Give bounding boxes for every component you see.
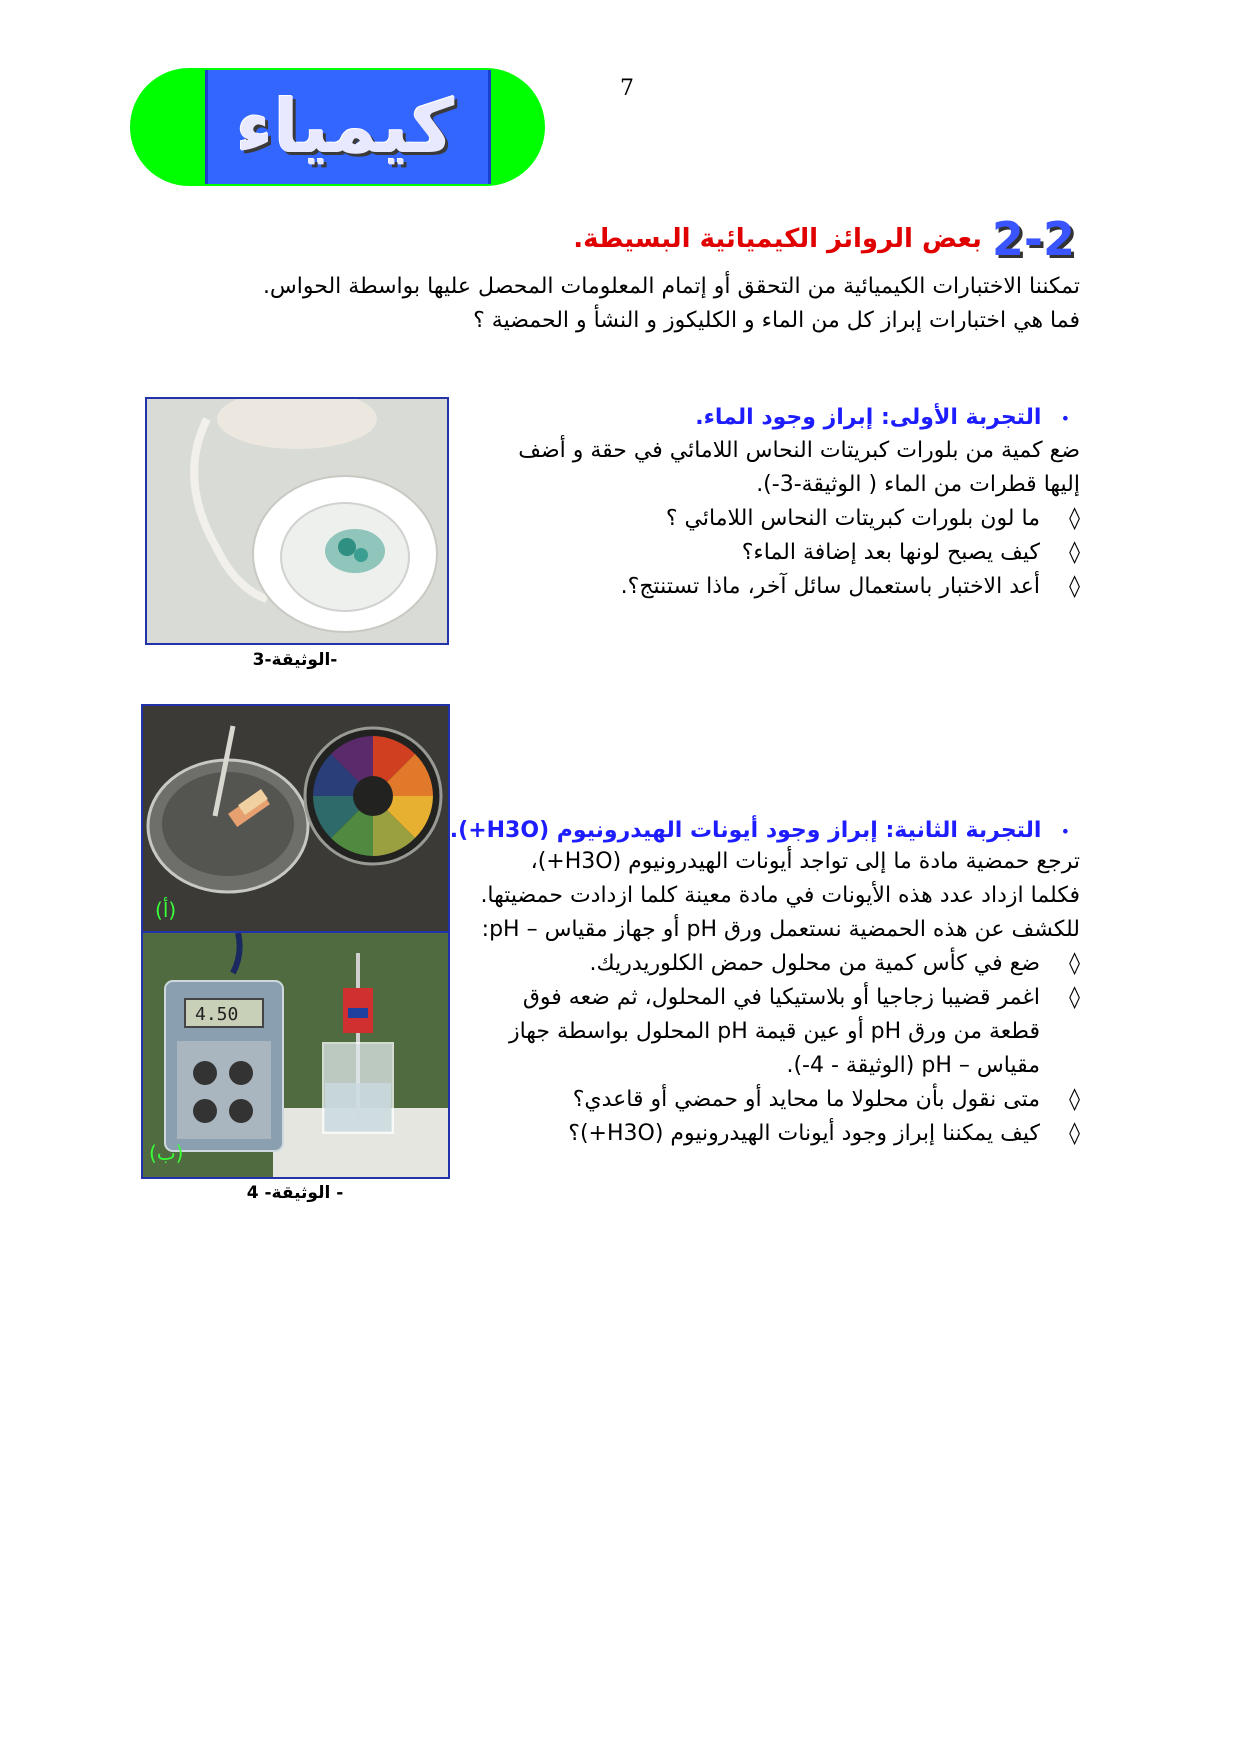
banner-title: كيمياء — [235, 84, 455, 170]
question-item — [460, 536, 1080, 570]
diamond-bullet-icon: ◊ — [1069, 985, 1080, 1010]
question-text: أعد الاختبار باستعمال سائل آخر، ماذا تستنتج؟. — [620, 574, 1040, 599]
step-text: اغمر قضيبا زجاجيا أو بلاستيكيا في المحلول، ثم ضعه فوق — [522, 985, 1040, 1010]
bullet: • — [1060, 822, 1070, 841]
step-item — [440, 981, 1080, 1083]
question-text: كيف يصبح لونها بعد إضافة الماء؟ — [741, 540, 1040, 565]
experiment-1-text: إليها قطرات من الماء ( الوثيقة-3-). — [756, 472, 1080, 497]
intro-line: تمكننا الاختبارات الكيميائية من التحقق أو إتمام المعلومات المحصل عليها بواسطة الحواس. — [262, 274, 1080, 299]
experiment-2-title: التجربة الثانية: إبراز وجود أيونات الهيدرونيوم (H3O+). — [449, 818, 1042, 843]
meter-reading: 4.50 — [195, 1004, 239, 1025]
section-intro — [140, 270, 1080, 338]
experiment-2-text: فكلما ازداد عدد هذه الأيونات في مادة معينة كلما ازدادت حمضيتها. — [480, 883, 1080, 908]
diamond-bullet-icon: ◊ — [1069, 1121, 1080, 1146]
photo-ph-meter — [141, 931, 450, 1179]
experiment-1-text: ضع كمية من بلورات كبريتات النحاس اللامائي في حقة و أضف — [518, 438, 1080, 463]
section-title: بعض الروائز الكيميائية البسيطة. — [573, 224, 982, 254]
image-label-a: (أ) — [155, 898, 177, 922]
image-label-b: (ب) — [149, 1141, 184, 1165]
step-item — [440, 947, 1080, 981]
experiment-1 — [460, 405, 1080, 604]
experiment-2-text: للكشف عن هذه الحمضية نستعمل ورق pH أو جهاز مقياس – pH: — [481, 917, 1080, 942]
step-item — [440, 1083, 1080, 1117]
page-number: 7 — [620, 76, 634, 101]
document-3-caption: الوثيقة-3- — [252, 650, 338, 670]
dish-illustration — [147, 399, 447, 643]
section-number: 2-2 — [991, 212, 1075, 266]
experiment-2 — [440, 818, 1080, 1151]
photo-ph-paper — [141, 704, 450, 933]
step-text: كيف يمكننا إبراز وجود أيونات الهيدرونيوم (H3O+)؟ — [568, 1121, 1040, 1146]
intro-line: فما هي اختبارات إبراز كل من الماء و الكليكوز و النشأ و الحمضية ؟ — [473, 308, 1080, 333]
ph-paper-illustration — [143, 706, 448, 932]
experiment-1-title: التجربة الأولى: إبراز وجود الماء. — [695, 405, 1042, 430]
diamond-bullet-icon: ◊ — [1069, 951, 1080, 976]
photo-copper-sulfate-dish — [145, 397, 449, 645]
diamond-bullet-icon: ◊ — [1069, 574, 1080, 599]
step-text: مقياس – pH (الوثيقة - 4-). — [786, 1053, 1040, 1078]
step-item — [440, 1117, 1080, 1151]
ph-meter-illustration — [143, 933, 448, 1177]
diamond-bullet-icon: ◊ — [1069, 506, 1080, 531]
question-item — [460, 502, 1080, 536]
document-4-caption: الوثيقة- 4 - — [246, 1183, 344, 1203]
section-heading — [573, 212, 1075, 266]
question-item — [460, 570, 1080, 604]
diamond-bullet-icon: ◊ — [1069, 540, 1080, 565]
step-text: ضع في كأس كمية من محلول حمض الكلوريدريك. — [589, 951, 1040, 976]
bullet: • — [1060, 409, 1070, 428]
question-text: ما لون بلورات كبريتات النحاس اللامائي ؟ — [665, 506, 1040, 531]
experiment-2-text: ترجع حمضية مادة ما إلى تواجد أيونات الهيدرونيوم (H3O+)، — [530, 849, 1080, 874]
diamond-bullet-icon: ◊ — [1069, 1087, 1080, 1112]
step-text: قطعة من ورق pH أو عين قيمة pH المحلول بواسطة جهاز — [508, 1019, 1040, 1044]
step-text: متى نقول بأن محلولا ما محايد أو حمضي أو قاعدي؟ — [572, 1087, 1040, 1112]
